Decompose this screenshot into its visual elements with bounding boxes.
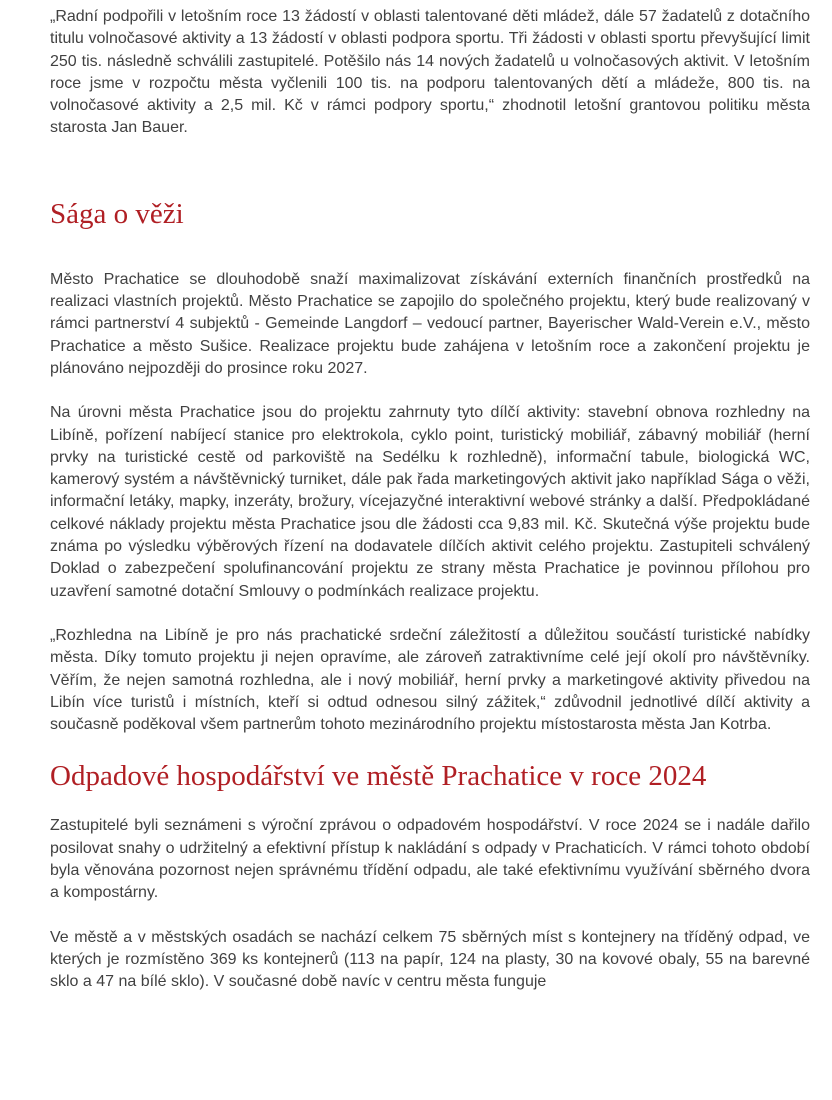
section-heading-saga-o-vezi: Sága o věži: [50, 197, 184, 230]
section-heading-odpadove-hospodarstvi: Odpadové hospodářství ve městě Prachatice v roce 2024: [50, 760, 707, 793]
paragraph-saga-vice-mayor-quote: „Rozhledna na Libíně je pro nás prachatické srdeční záležitostí a důležitou součástí turistické nabídky města. Díky tomuto projektu ji nejen opravíme, ale zároveň zatraktivníme celé její okolí pro návštěvníky. Věřím, že nejen samotná rozhledna, ale i nový mobiliář, herní prvky a marketingové aktivity přivedou na Libín více turistů i místních, kteří si odtud odnesou silný zážitek,“ zdůvodnil jednotlivé dílčí aktivity a současně poděkoval všem partnerům tohoto mezinárodního projektu místostarosta města Jan Kotrba.: [50, 626, 810, 734]
paragraph-waste-containers: Ve městě a v městských osadách se nachází celkem 75 sběrných míst s kontejnery na tříděný odpad, ve kterých je rozmístěno 369 ks kontejnerů (113 na papír, 124 na plasty, 30 na kovové obaly, 55 na barevné sklo a 47 na bílé sklo). V současné době navíc v centru města funguje: [50, 928, 810, 991]
paragraph-grant-quote: „Radní podpořili v letošním roce 13 žádostí v oblasti talentované děti mládež, dále 57 žadatelů z dotačního titulu volnočasové aktivity a 13 žádostí v oblasti podpora sportu. Tři žádosti v oblasti sportu převyšující limit 250 tis. následně schválili zastupitelé. Potěšilo nás 14 nových žadatelů u volnočasových aktivit. V letošním roce jsme v rozpočtu města vyčlenili 100 tis. na podporu talentovaných dětí a mládeže, 800 tis. na volnočasové aktivity a 2,5 mil. Kč v rámci podpory sportu,“ zhodnotil letošní grantovou politiku města starosta Jan Bauer.: [50, 8, 810, 137]
article-body: [50, 6, 810, 994]
paragraph-saga-intro: Město Prachatice se dlouhodobě snaží maximalizovat získávání externích finančních prostředků na realizaci vlastních projektů. Město Prachatice se zapojilo do společného projektu, který bude realizovaný v rámci partnerství 4 subjektů - Gemeinde Langdorf – vedoucí partner, Bayerischer Wald-Verein e.V., město Prachatice a město Sušice. Realizace projektu bude zahájena v letošním roce a zakončení projektu je plánováno nejpozději do prosince roku 2027.: [50, 270, 810, 377]
paragraph-waste-summary: Zastupitelé byli seznámeni s výroční zprávou o odpadovém hospodářství. V roce 2024 se i nadále dařilo posilovat snahy o udržitelný a efektivní přístup k nakládání s odpady v Prachaticích. V rámci tohoto období byla věnována pozornost nejen správnému třídění odpadu, ale také efektivnímu využívání sběrného dvora a kompostárny.: [50, 817, 810, 902]
paragraph-saga-activities: Na úrovni města Prachatice jsou do projektu zahrnuty tyto dílčí aktivity: stavební obnova rozhledny na Libíně, pořízení nabíjecí stanice pro elektrokola, cyklo point, turistický mobiliář, zábavný mobiliář (herní prvky na turistické cestě od parkoviště na Sedélku k rozhledně), informační tabule, biologická WC, kamerový systém a návštěvnický turniket, dále pak řada marketingových aktivit jako například Sága o věži, informační letáky, mapky, inzeráty, brožury, vícejazyčné interaktivní webové stránky a další. Předpokládané celkové náklady projektu města Prachatice jsou dle žádosti cca 9,83 mil. Kč. Skutečná výše projektu bude známa po výsledku výběrových řízení na dodavatele dílčích aktivit celého projektu. Zastupiteli schválený Doklad o zabezpečení spolufinancování projektu ze strany města Prachatice je povinnou přílohou pro uzavření samotné dotační Smlouvy o podmínkách realizace projektu.: [50, 404, 810, 600]
